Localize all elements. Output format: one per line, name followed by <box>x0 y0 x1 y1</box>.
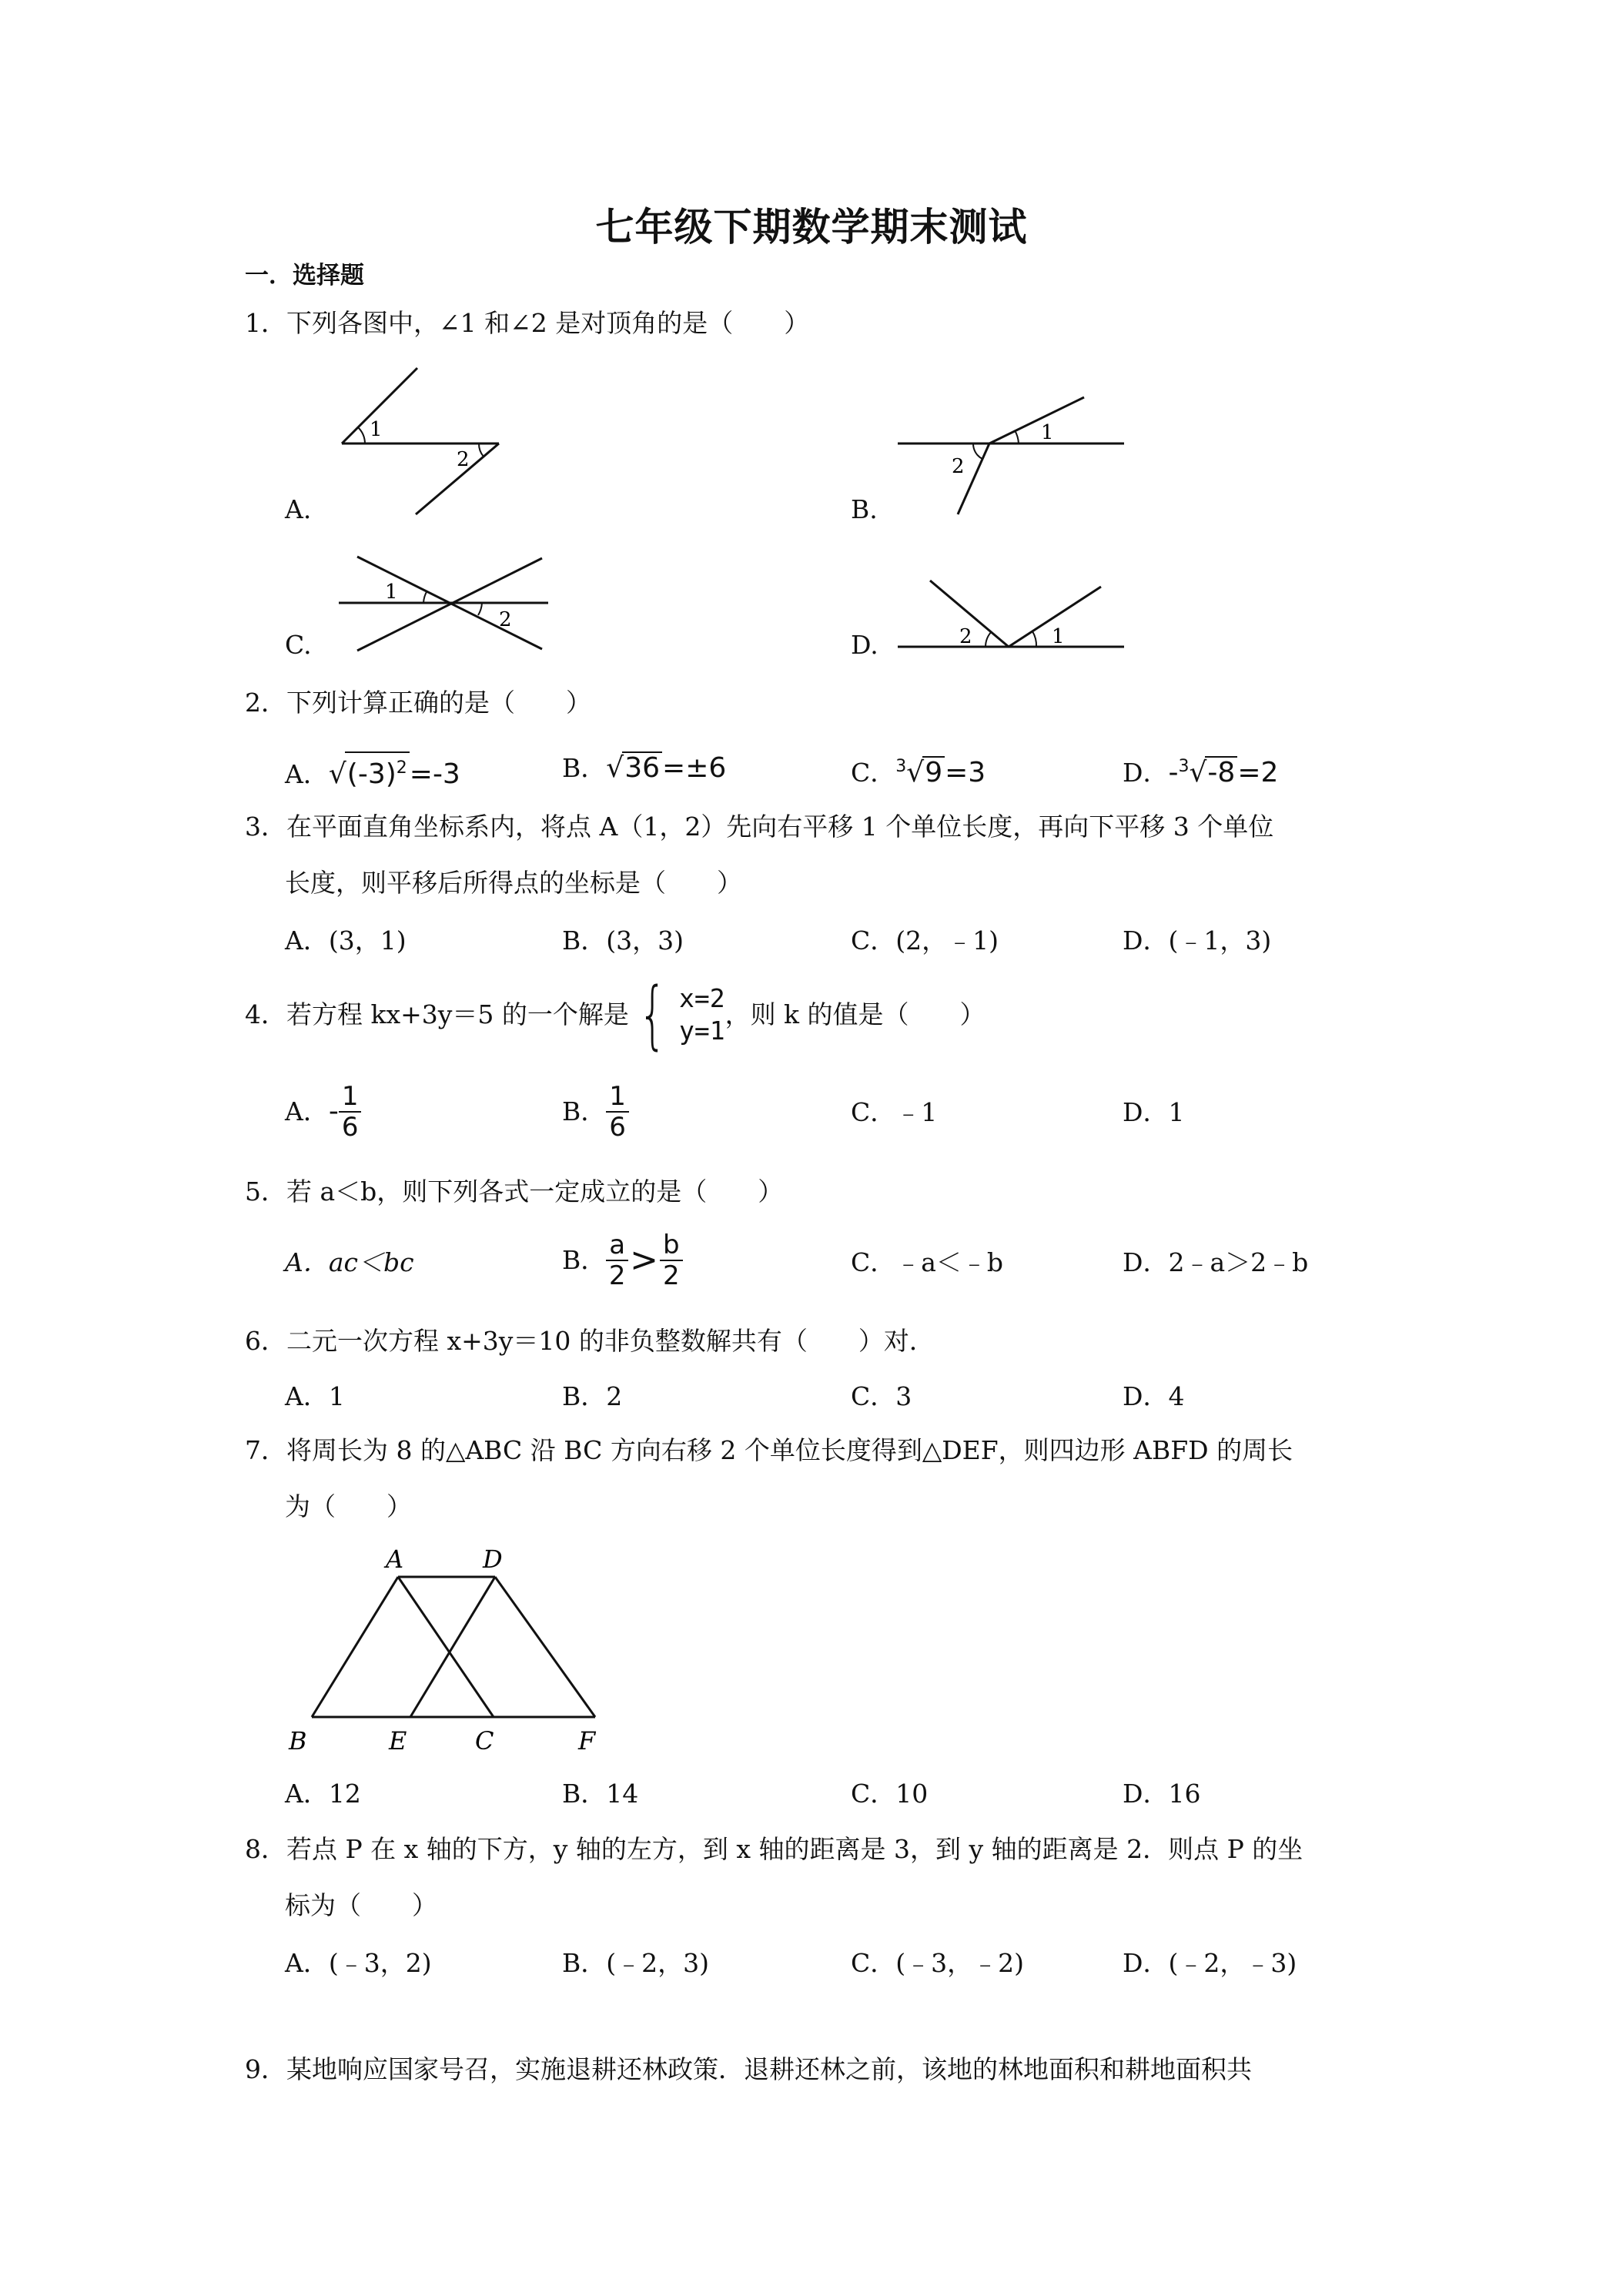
page-title: 七年级下期数学期末测试 <box>595 205 1028 249</box>
question-3-line-2: 长度，则平移后所得点的坐标是（ ） <box>285 868 742 898</box>
q1a-angle-2: 2 <box>457 448 470 471</box>
q2-option-b: B．√36=±6 <box>562 752 727 784</box>
point-d-label: D <box>483 1545 503 1574</box>
question-6-stem: 6．二元一次方程 x+3y＝10 的非负整数解共有（ ）对． <box>245 1326 935 1356</box>
q3-option-b: B．(3，3) <box>562 925 684 956</box>
q2-option-a: A．$√(-3)^2=-3$ <box>285 751 460 790</box>
question-7-line-2: 为（ ） <box>285 1491 412 1521</box>
q6-option-d: D．4 <box>1123 1381 1185 1411</box>
q5-option-d: D．2﹣a＞2﹣b <box>1123 1247 1309 1277</box>
q1-figure-d <box>893 570 1132 654</box>
q1-figure-a <box>331 362 516 524</box>
question-1-stem: 1．下列各图中，∠1 和∠2 是对顶角的是（ ） <box>245 308 810 338</box>
q4-option-d: D．1 <box>1123 1097 1185 1127</box>
q1b-angle-2: 2 <box>952 455 965 478</box>
q3-option-c: C．(2，﹣1) <box>851 925 999 956</box>
q4-option-b: B． $\frac{1}{6}$ <box>562 1082 629 1142</box>
q3-option-a: A．(3，1) <box>285 925 407 956</box>
q7-triangle-figure <box>281 1540 612 1763</box>
q1b-angle-1: 1 <box>1041 421 1054 444</box>
q1-option-a-label: A. <box>285 494 312 524</box>
q1-figure-c <box>331 551 554 666</box>
q8-option-c: C．(﹣3，﹣2) <box>851 1948 1024 1978</box>
question-5-stem: 5．若 a＜b，则下列各式一定成立的是（ ） <box>245 1176 784 1207</box>
q1d-angle-2: 2 <box>959 625 972 648</box>
q6-option-c: C．3 <box>851 1381 912 1411</box>
q3-option-d: D．(﹣1，3) <box>1123 925 1272 956</box>
q2-option-d: D．-$^3$√-8=2 <box>1123 757 1279 788</box>
q8-option-b: B．(﹣2，3) <box>562 1948 709 1978</box>
q5-option-b: B． $\frac{a}{2}$ > $\frac{b}{2}$ <box>562 1230 683 1290</box>
point-c-label: C <box>475 1726 494 1755</box>
q6-option-b: B．2 <box>562 1381 623 1411</box>
question-2-stem: 2．下列计算正确的是（ ） <box>245 688 591 718</box>
q7-option-c: C．10 <box>851 1779 929 1809</box>
question-9-line-1: 9．某地响应国家号召，实施退耕还林政策．退耕还林之前，该地的林地面积和耕地面积共 <box>245 2054 1252 2084</box>
point-b-label: B <box>289 1726 307 1755</box>
point-e-label: E <box>389 1726 407 1755</box>
section-heading: 一．选择题 <box>245 262 364 290</box>
q6-option-a: A．1 <box>285 1381 345 1411</box>
q8-option-a: A．(﹣3，2) <box>285 1948 432 1978</box>
q4-option-c: C．﹣1 <box>851 1097 938 1127</box>
q1d-angle-1: 1 <box>1052 625 1065 648</box>
point-a-label: A <box>386 1545 404 1574</box>
question-8-line-2: 标为（ ） <box>285 1890 437 1920</box>
q2-option-c: C．$^3$√9=3 <box>851 757 986 788</box>
q8-option-d: D．(﹣2，﹣3) <box>1123 1948 1297 1978</box>
q1-figure-b <box>893 393 1132 524</box>
q7-option-d: D．16 <box>1123 1779 1201 1809</box>
q1a-angle-1: 1 <box>370 418 383 441</box>
q1-option-c-label: C. <box>285 630 312 660</box>
question-8-line-1: 8．若点 P 在 x 轴的下方，y 轴的左方，到 x 轴的距离是 3，到 y 轴的距离是 2．则点 P 的坐 <box>245 1834 1303 1864</box>
q7-option-a: A．12 <box>285 1779 361 1809</box>
q4-equation-system: { x=2 y=1 <box>638 972 725 1058</box>
q1c-angle-1: 1 <box>385 581 398 604</box>
q1-option-b-label: B. <box>851 494 878 524</box>
q4-option-a: A． - $\frac{1}{6}$ <box>285 1082 361 1142</box>
question-3-line-1: 3．在平面直角坐标系内，将点 A（1，2）先向右平移 1 个单位长度，再向下平移 3 个单位 <box>245 812 1274 842</box>
q5-option-c: C．﹣a＜﹣b <box>851 1247 1004 1277</box>
q1c-angle-2: 2 <box>499 608 512 631</box>
question-7-line-1: 7．将周长为 8 的△ABC 沿 BC 方向右移 2 个单位长度得到△DEF，则四边形 ABFD 的周长 <box>245 1435 1293 1465</box>
question-4-stem: 4．若方程 kx+3y＝5 的一个解是 { x=2 y=1 ，则 k 的值是（ ） <box>245 972 986 1058</box>
q7-option-b: B．14 <box>562 1779 639 1809</box>
point-f-label: F <box>578 1726 596 1755</box>
q1-option-d-label: D. <box>851 630 878 660</box>
q5-option-a: A．ac＜bc <box>285 1247 414 1277</box>
